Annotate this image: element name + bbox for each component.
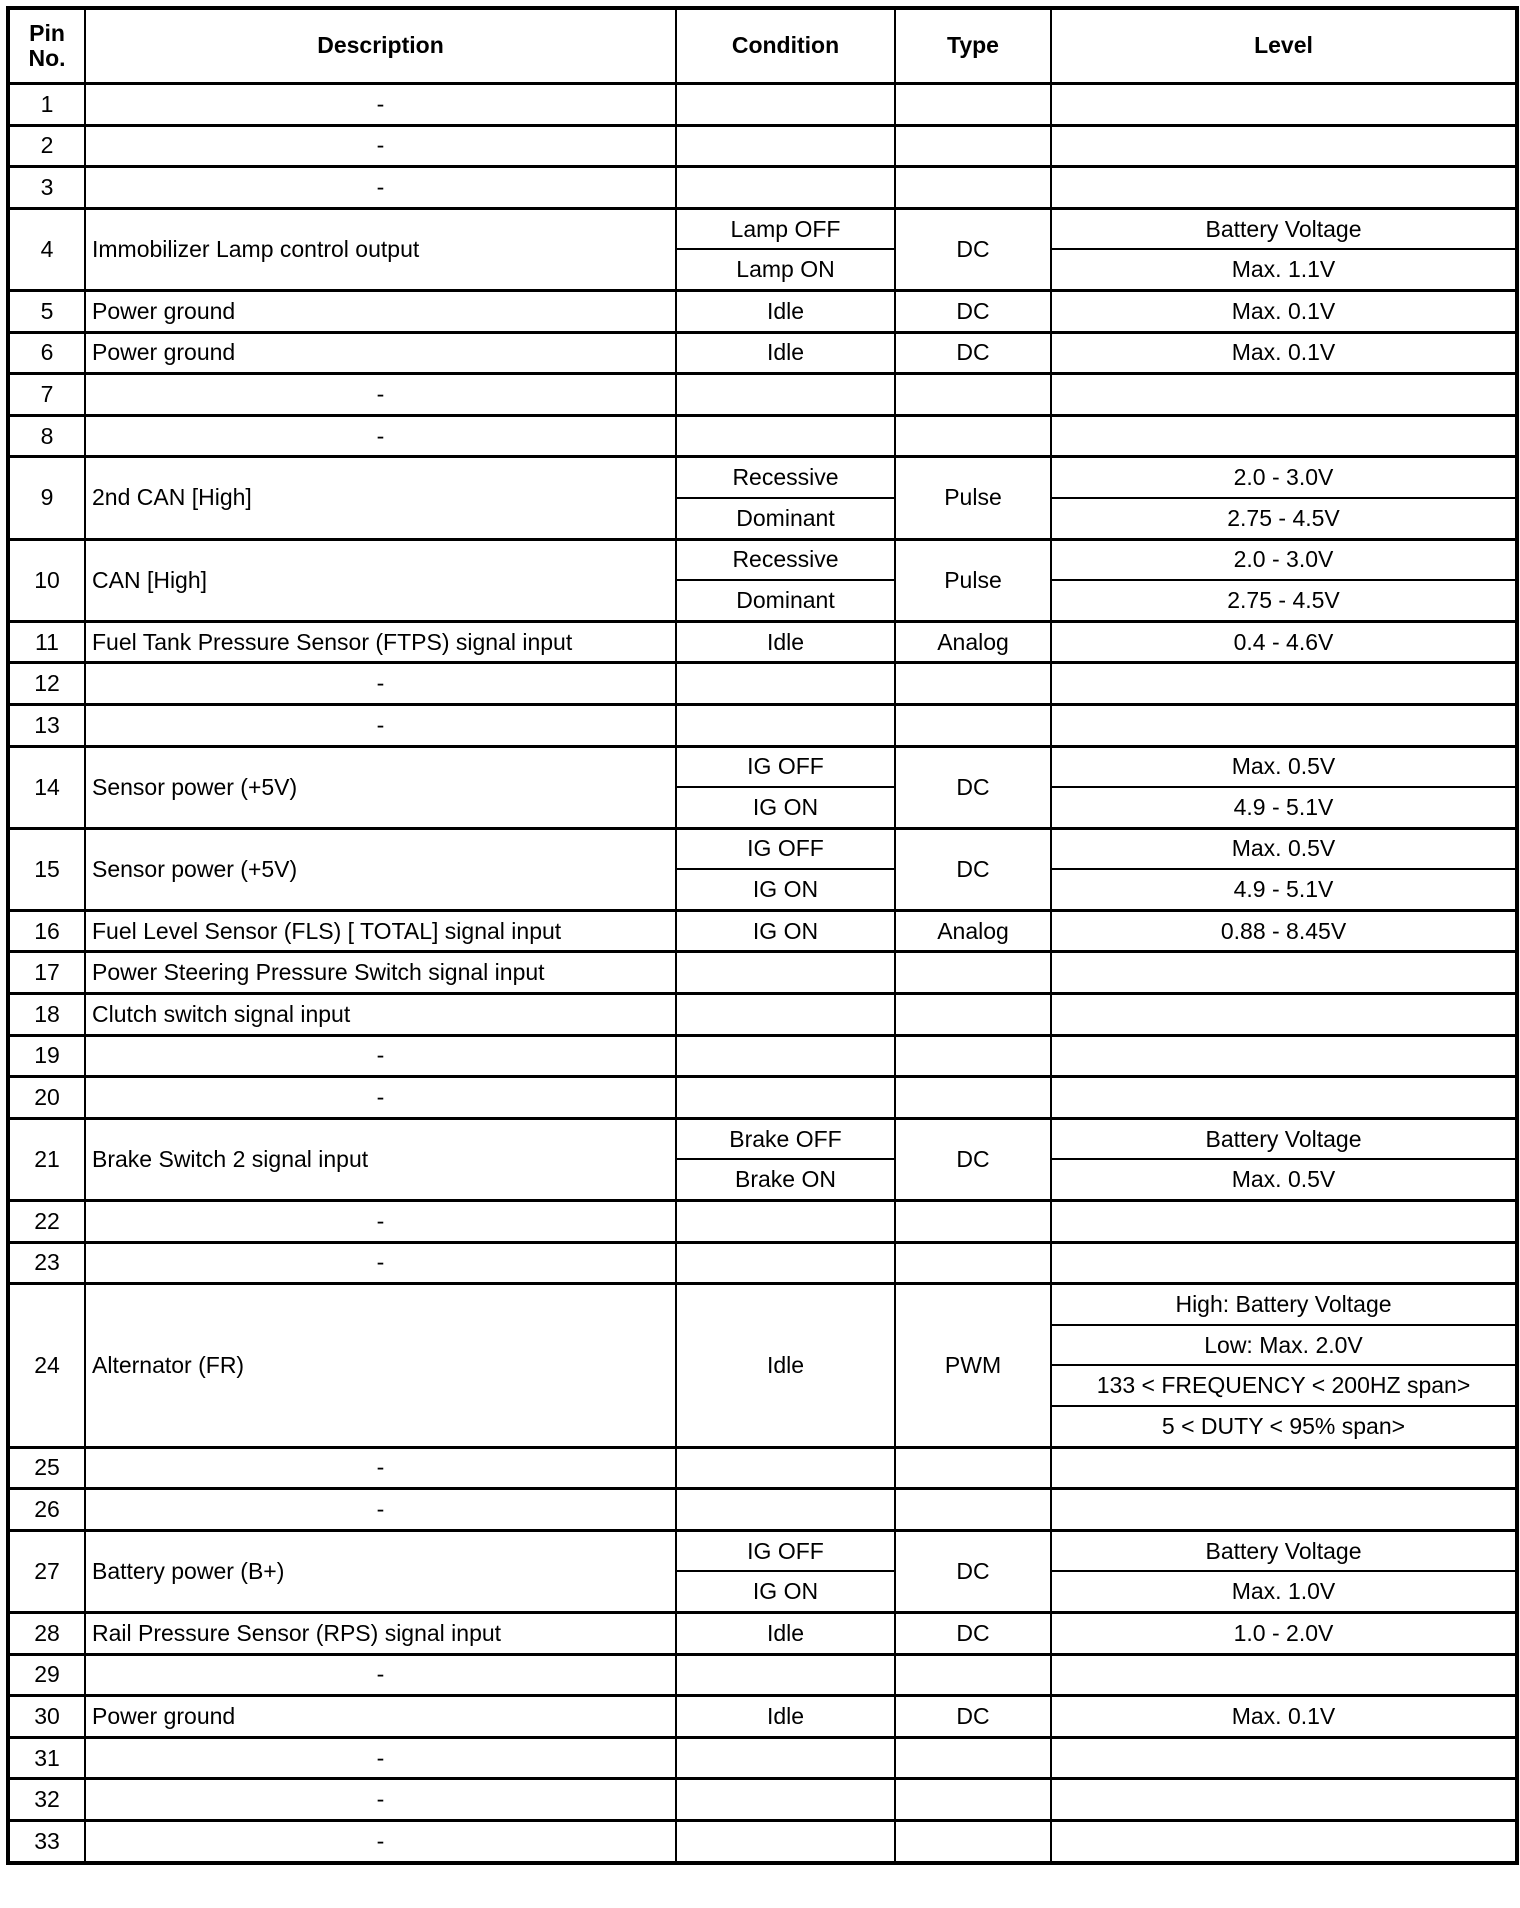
pin-number: 18 — [8, 994, 85, 1036]
pin-type: PWM — [895, 1284, 1051, 1447]
pin-type: DC — [895, 332, 1051, 374]
pin-number: 12 — [8, 663, 85, 705]
pin-condition — [676, 167, 895, 209]
pin-type — [895, 952, 1051, 994]
pin-description: - — [85, 1820, 676, 1862]
pin-condition: IG OFF — [676, 746, 895, 787]
pin-level — [1051, 374, 1517, 416]
pin-condition: Brake ON — [676, 1159, 895, 1200]
pin-level: 4.9 - 5.1V — [1051, 787, 1517, 828]
pin-description: - — [85, 1737, 676, 1779]
pin-condition — [676, 125, 895, 167]
pin-number: 31 — [8, 1737, 85, 1779]
pin-level: 1.0 - 2.0V — [1051, 1612, 1517, 1654]
pin-description: - — [85, 1035, 676, 1077]
pin-number: 24 — [8, 1284, 85, 1447]
pin-number: 20 — [8, 1077, 85, 1119]
pin-description: Power Steering Pressure Switch signal input — [85, 952, 676, 994]
pin-condition — [676, 1242, 895, 1284]
pin-level: 2.75 - 4.5V — [1051, 498, 1517, 539]
pin-type — [895, 415, 1051, 457]
pin-condition — [676, 1737, 895, 1779]
pin-level: Max. 0.5V — [1051, 746, 1517, 787]
pin-type: DC — [895, 1530, 1051, 1612]
pin-condition: Idle — [676, 1696, 895, 1738]
table-row — [8, 1242, 1517, 1284]
pin-number: 30 — [8, 1696, 85, 1738]
pin-description: - — [85, 1779, 676, 1821]
pin-condition: IG OFF — [676, 828, 895, 869]
pin-condition — [676, 952, 895, 994]
pin-condition: Idle — [676, 1284, 895, 1447]
pin-type: DC — [895, 290, 1051, 332]
pin-condition: Idle — [676, 332, 895, 374]
header-type: Type — [895, 8, 1051, 84]
pin-number: 14 — [8, 746, 85, 828]
pin-level — [1051, 1654, 1517, 1696]
pin-type — [895, 374, 1051, 416]
pin-description: 2nd CAN [High] — [85, 457, 676, 539]
pin-type — [895, 1242, 1051, 1284]
pin-condition: Recessive — [676, 539, 895, 580]
table-row — [8, 84, 1517, 126]
pin-type: DC — [895, 208, 1051, 290]
pin-type: DC — [895, 1118, 1051, 1200]
table-row — [8, 167, 1517, 209]
table-row — [8, 1779, 1517, 1821]
pin-type: Pulse — [895, 457, 1051, 539]
table-row — [8, 332, 1517, 374]
pin-level: 133 < FREQUENCY < 200HZ span> — [1051, 1365, 1517, 1406]
pin-type: DC — [895, 1612, 1051, 1654]
pin-type — [895, 1737, 1051, 1779]
pin-level — [1051, 1737, 1517, 1779]
pin-level — [1051, 1489, 1517, 1531]
pin-number: 25 — [8, 1447, 85, 1489]
table-row — [8, 1118, 1517, 1159]
pin-level: 5 < DUTY < 95% span> — [1051, 1406, 1517, 1447]
table-row — [8, 746, 1517, 787]
pin-condition: Lamp ON — [676, 249, 895, 290]
pin-type — [895, 125, 1051, 167]
pin-description: Sensor power (+5V) — [85, 828, 676, 910]
pin-description: CAN [High] — [85, 539, 676, 621]
pin-condition: Lamp OFF — [676, 208, 895, 249]
pin-number: 1 — [8, 84, 85, 126]
pin-type — [895, 1779, 1051, 1821]
pin-condition: Idle — [676, 290, 895, 332]
table-row — [8, 415, 1517, 457]
table-row — [8, 910, 1517, 952]
table-row — [8, 1489, 1517, 1531]
pin-description: - — [85, 84, 676, 126]
pin-number: 9 — [8, 457, 85, 539]
pin-description: - — [85, 125, 676, 167]
pin-description: - — [85, 1201, 676, 1243]
pin-condition — [676, 704, 895, 746]
pin-type: DC — [895, 1696, 1051, 1738]
pin-number: 29 — [8, 1654, 85, 1696]
pin-number: 3 — [8, 167, 85, 209]
pin-type: Pulse — [895, 539, 1051, 621]
pin-description: Immobilizer Lamp control output — [85, 208, 676, 290]
pin-level — [1051, 167, 1517, 209]
table-row — [8, 1737, 1517, 1779]
pin-condition — [676, 994, 895, 1036]
table-row — [8, 374, 1517, 416]
pin-type: DC — [895, 746, 1051, 828]
pin-type: DC — [895, 828, 1051, 910]
pin-level: 2.0 - 3.0V — [1051, 457, 1517, 498]
pin-type — [895, 1077, 1051, 1119]
pin-number: 32 — [8, 1779, 85, 1821]
pin-number: 7 — [8, 374, 85, 416]
pin-description: Clutch switch signal input — [85, 994, 676, 1036]
pin-number: 11 — [8, 621, 85, 663]
pin-type — [895, 1820, 1051, 1862]
pin-number: 27 — [8, 1530, 85, 1612]
pin-description: Alternator (FR) — [85, 1284, 676, 1447]
pin-description: - — [85, 1077, 676, 1119]
pin-type — [895, 84, 1051, 126]
pin-type: Analog — [895, 910, 1051, 952]
pin-description: - — [85, 1242, 676, 1284]
pin-level: High: Battery Voltage — [1051, 1284, 1517, 1325]
table-row — [8, 994, 1517, 1036]
pin-condition — [676, 1654, 895, 1696]
pin-level: 0.88 - 8.45V — [1051, 910, 1517, 952]
pin-type — [895, 1201, 1051, 1243]
pin-number: 23 — [8, 1242, 85, 1284]
pin-description: - — [85, 167, 676, 209]
pin-number: 22 — [8, 1201, 85, 1243]
pin-level — [1051, 994, 1517, 1036]
table-row — [8, 1447, 1517, 1489]
pin-level: Battery Voltage — [1051, 1530, 1517, 1571]
pin-table — [6, 6, 1519, 1865]
header-pin: Pin No. — [8, 8, 85, 84]
pin-condition — [676, 1447, 895, 1489]
pin-level — [1051, 1779, 1517, 1821]
pin-level: 2.75 - 4.5V — [1051, 580, 1517, 621]
table-row — [8, 539, 1517, 580]
pin-level — [1051, 125, 1517, 167]
table-row — [8, 1612, 1517, 1654]
pin-type — [895, 167, 1051, 209]
pin-number: 17 — [8, 952, 85, 994]
table-row — [8, 208, 1517, 249]
pin-number: 4 — [8, 208, 85, 290]
pin-description: - — [85, 704, 676, 746]
pin-level — [1051, 663, 1517, 705]
pin-level: Max. 0.5V — [1051, 828, 1517, 869]
table-row — [8, 704, 1517, 746]
pin-condition: Dominant — [676, 580, 895, 621]
pin-condition: Dominant — [676, 498, 895, 539]
pin-description: - — [85, 1489, 676, 1531]
pin-number: 6 — [8, 332, 85, 374]
pin-number: 5 — [8, 290, 85, 332]
pin-level: Battery Voltage — [1051, 1118, 1517, 1159]
pin-condition: IG ON — [676, 1571, 895, 1612]
pin-condition — [676, 84, 895, 126]
pin-condition: Idle — [676, 1612, 895, 1654]
pin-level — [1051, 1820, 1517, 1862]
table-row — [8, 1696, 1517, 1738]
header-condition: Condition — [676, 8, 895, 84]
pin-level: Max. 1.1V — [1051, 249, 1517, 290]
pin-number: 15 — [8, 828, 85, 910]
pin-description: Power ground — [85, 290, 676, 332]
table-row — [8, 457, 1517, 498]
table-body — [8, 84, 1517, 1863]
pin-level: 2.0 - 3.0V — [1051, 539, 1517, 580]
pin-condition: Recessive — [676, 457, 895, 498]
pin-type — [895, 994, 1051, 1036]
pin-type: Analog — [895, 621, 1051, 663]
pin-level — [1051, 1077, 1517, 1119]
pin-condition — [676, 1489, 895, 1531]
pin-type — [895, 704, 1051, 746]
table-row — [8, 663, 1517, 705]
table-row — [8, 1820, 1517, 1862]
pin-description: Brake Switch 2 signal input — [85, 1118, 676, 1200]
pin-type — [895, 663, 1051, 705]
pin-description: Battery power (B+) — [85, 1530, 676, 1612]
table-row — [8, 125, 1517, 167]
pin-description: Fuel Tank Pressure Sensor (FTPS) signal input — [85, 621, 676, 663]
pin-number: 21 — [8, 1118, 85, 1200]
pin-level: 4.9 - 5.1V — [1051, 869, 1517, 910]
pin-condition: Brake OFF — [676, 1118, 895, 1159]
pin-level: Max. 0.1V — [1051, 332, 1517, 374]
pin-description: - — [85, 415, 676, 457]
pin-level: Max. 0.1V — [1051, 1696, 1517, 1738]
table-row — [8, 828, 1517, 869]
pin-number: 33 — [8, 1820, 85, 1862]
pin-level: Battery Voltage — [1051, 208, 1517, 249]
pin-description: Fuel Level Sensor (FLS) [ TOTAL] signal input — [85, 910, 676, 952]
pin-type — [895, 1489, 1051, 1531]
pin-level — [1051, 1035, 1517, 1077]
pin-description: Rail Pressure Sensor (RPS) signal input — [85, 1612, 676, 1654]
pin-description: Sensor power (+5V) — [85, 746, 676, 828]
pin-condition: IG OFF — [676, 1530, 895, 1571]
table-row — [8, 952, 1517, 994]
header-row — [8, 8, 1517, 84]
table-row — [8, 1077, 1517, 1119]
pin-level: Max. 0.1V — [1051, 290, 1517, 332]
pin-number: 13 — [8, 704, 85, 746]
pin-level: Max. 1.0V — [1051, 1571, 1517, 1612]
pin-condition — [676, 415, 895, 457]
pin-condition — [676, 1820, 895, 1862]
pin-number: 2 — [8, 125, 85, 167]
pin-condition — [676, 1035, 895, 1077]
pin-condition: IG ON — [676, 787, 895, 828]
pin-level — [1051, 415, 1517, 457]
table-row — [8, 1654, 1517, 1696]
pin-level: Low: Max. 2.0V — [1051, 1325, 1517, 1366]
table-row — [8, 1035, 1517, 1077]
pin-type — [895, 1035, 1051, 1077]
pin-level — [1051, 1447, 1517, 1489]
pin-condition — [676, 1077, 895, 1119]
pin-level: Max. 0.5V — [1051, 1159, 1517, 1200]
table-row — [8, 621, 1517, 663]
pin-level — [1051, 952, 1517, 994]
pin-number: 10 — [8, 539, 85, 621]
pin-type — [895, 1447, 1051, 1489]
pin-condition: IG ON — [676, 910, 895, 952]
pin-type — [895, 1654, 1051, 1696]
table-row — [8, 290, 1517, 332]
table-row — [8, 1201, 1517, 1243]
pin-level: 0.4 - 4.6V — [1051, 621, 1517, 663]
pin-number: 8 — [8, 415, 85, 457]
pin-description: - — [85, 374, 676, 416]
pin-description: - — [85, 663, 676, 705]
pin-description: - — [85, 1654, 676, 1696]
pin-level — [1051, 1242, 1517, 1284]
pin-condition — [676, 1779, 895, 1821]
pin-condition — [676, 1201, 895, 1243]
pin-description: Power ground — [85, 332, 676, 374]
table-row — [8, 1530, 1517, 1571]
pin-description: - — [85, 1447, 676, 1489]
pin-condition: Idle — [676, 621, 895, 663]
pin-number: 19 — [8, 1035, 85, 1077]
pin-level — [1051, 704, 1517, 746]
header-level: Level — [1051, 8, 1517, 84]
header-description: Description — [85, 8, 676, 84]
pin-number: 16 — [8, 910, 85, 952]
pin-condition — [676, 663, 895, 705]
pin-level — [1051, 1201, 1517, 1243]
pin-description: Power ground — [85, 1696, 676, 1738]
pin-number: 28 — [8, 1612, 85, 1654]
pin-number: 26 — [8, 1489, 85, 1531]
pin-condition: IG ON — [676, 869, 895, 910]
pin-level — [1051, 84, 1517, 126]
table-row — [8, 1284, 1517, 1325]
pin-condition — [676, 374, 895, 416]
